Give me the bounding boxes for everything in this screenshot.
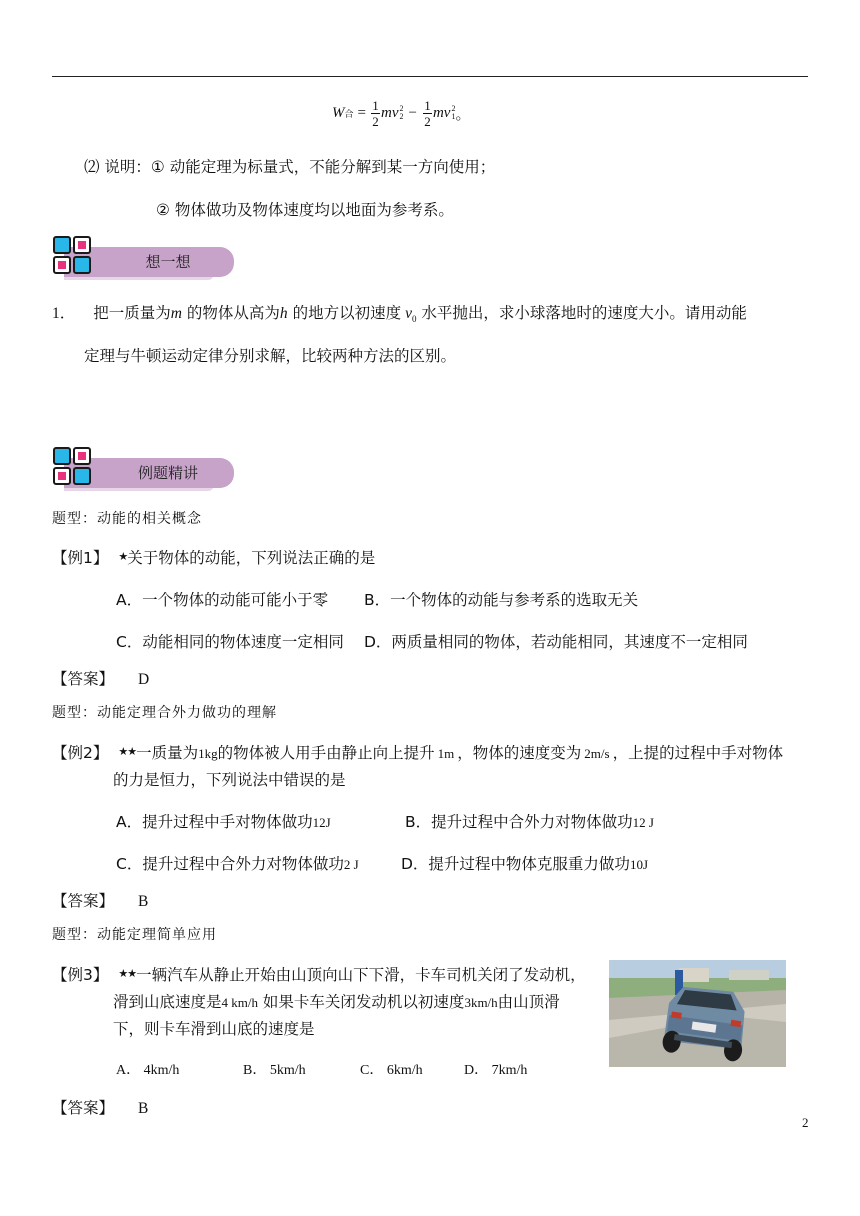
square-icon — [73, 256, 91, 274]
square-icon — [53, 447, 71, 465]
example-1-stem: 【例1】 ★关于物体的动能，下列说法正确的是 — [52, 549, 376, 567]
fraction-half: $\frac{1}{2}$ — [424, 97, 431, 129]
example-3-stem-line-3: 下，则卡车滑到山底的速度是 — [113, 1020, 315, 1038]
question-1-line-2: 定理与牛顿运动定律分别求解，比较两种方法的区别。 — [84, 347, 457, 365]
square-icon — [73, 467, 91, 485]
example-2-option-b: B．提升过程中合外力对物体做功12 J — [405, 813, 654, 831]
example-1-option-b: B．一个物体的动能与参考系的选取无关 — [364, 591, 639, 609]
fraction-half: $\frac{1}{2}$ — [372, 97, 379, 129]
problem-type-1: 题型：动能的相关概念 — [52, 512, 202, 527]
section-title: 例题精讲 — [137, 464, 198, 482]
example-3-stem-line-1: 【例3】 ★★一辆汽车从静止开始由山顶向山下下滑，卡车司机关闭了发动机， — [52, 966, 586, 984]
note-1: ⑵ 说明：① 动能定理为标量式，不能分解到某一方向使用； — [84, 158, 496, 176]
difficulty-star-icon: ★ — [118, 550, 128, 563]
section-banner-examples — [50, 445, 238, 493]
section-title: 想一想 — [145, 253, 191, 271]
kinetic-energy-formula: W 合 = $\frac{1}{2}$ mv 2 2 − $\frac{1}{2}$ mv 2 1 。 — [332, 97, 471, 129]
question-1-line-1: 1． 把一质量为m 的物体从高为h 的地方以初速度 $v_0$ 水平抛出，求小球落地时的速度大小。请用动能 — [52, 304, 747, 325]
problem-type-3: 题型：动能定理简单应用 — [52, 928, 217, 943]
difficulty-star-icon: ★★ — [118, 967, 137, 980]
square-icon — [53, 467, 71, 485]
example-1-option-d: D．两质量相同的物体，若动能相同，其速度不一定相同 — [364, 633, 748, 651]
example-1-option-a: A．一个物体的动能可能小于零 — [116, 591, 329, 609]
square-icon — [53, 256, 71, 274]
square-icon — [73, 236, 91, 254]
example-2-stem-line-2: 的力是恒力，下列说法中错误的是 — [113, 771, 346, 789]
example-1-answer: 【答案】 D — [52, 670, 150, 688]
square-icon — [53, 236, 71, 254]
car-on-slope-photo — [609, 960, 786, 1067]
example-3-answer: 【答案】 B — [52, 1099, 149, 1117]
problem-type-2: 题型：动能定理合外力做功的理解 — [52, 706, 277, 721]
header-rule — [52, 76, 808, 77]
example-2-stem-line-1: 【例2】 ★★一质量为1kg的物体被人用手由静止向上提升 1m ，物体的速度变为 2m/s ，上提的过程中手对物体 — [52, 744, 784, 762]
page-number: 2 — [802, 1115, 809, 1130]
section-banner-think — [50, 234, 238, 282]
note-2: ② 物体做功及物体速度均以地面为参考系。 — [156, 201, 454, 219]
example-3-option-c: C． 6km/h — [360, 1063, 423, 1078]
example-2-option-a: A．提升过程中手对物体做功12J — [116, 813, 331, 831]
example-3-option-d: D． 7km/h — [464, 1063, 528, 1078]
square-icon — [73, 447, 91, 465]
example-3-option-b: B． 5km/h — [243, 1063, 306, 1078]
example-2-option-c: C．提升过程中合外力对物体做功2 J — [116, 855, 359, 873]
example-3-option-a: A． 4km/h — [116, 1063, 180, 1078]
difficulty-star-icon: ★★ — [118, 745, 137, 758]
example-1-option-c: C．动能相同的物体速度一定相同 — [116, 633, 344, 651]
example-2-option-d: D．提升过程中物体克服重力做功10J — [401, 855, 648, 873]
example-3-stem-line-2: 滑到山底速度是4 km/h 如果卡车关闭发动机以初速度3km/h由山顶滑 — [113, 993, 560, 1011]
example-2-answer: 【答案】 B — [52, 892, 149, 910]
